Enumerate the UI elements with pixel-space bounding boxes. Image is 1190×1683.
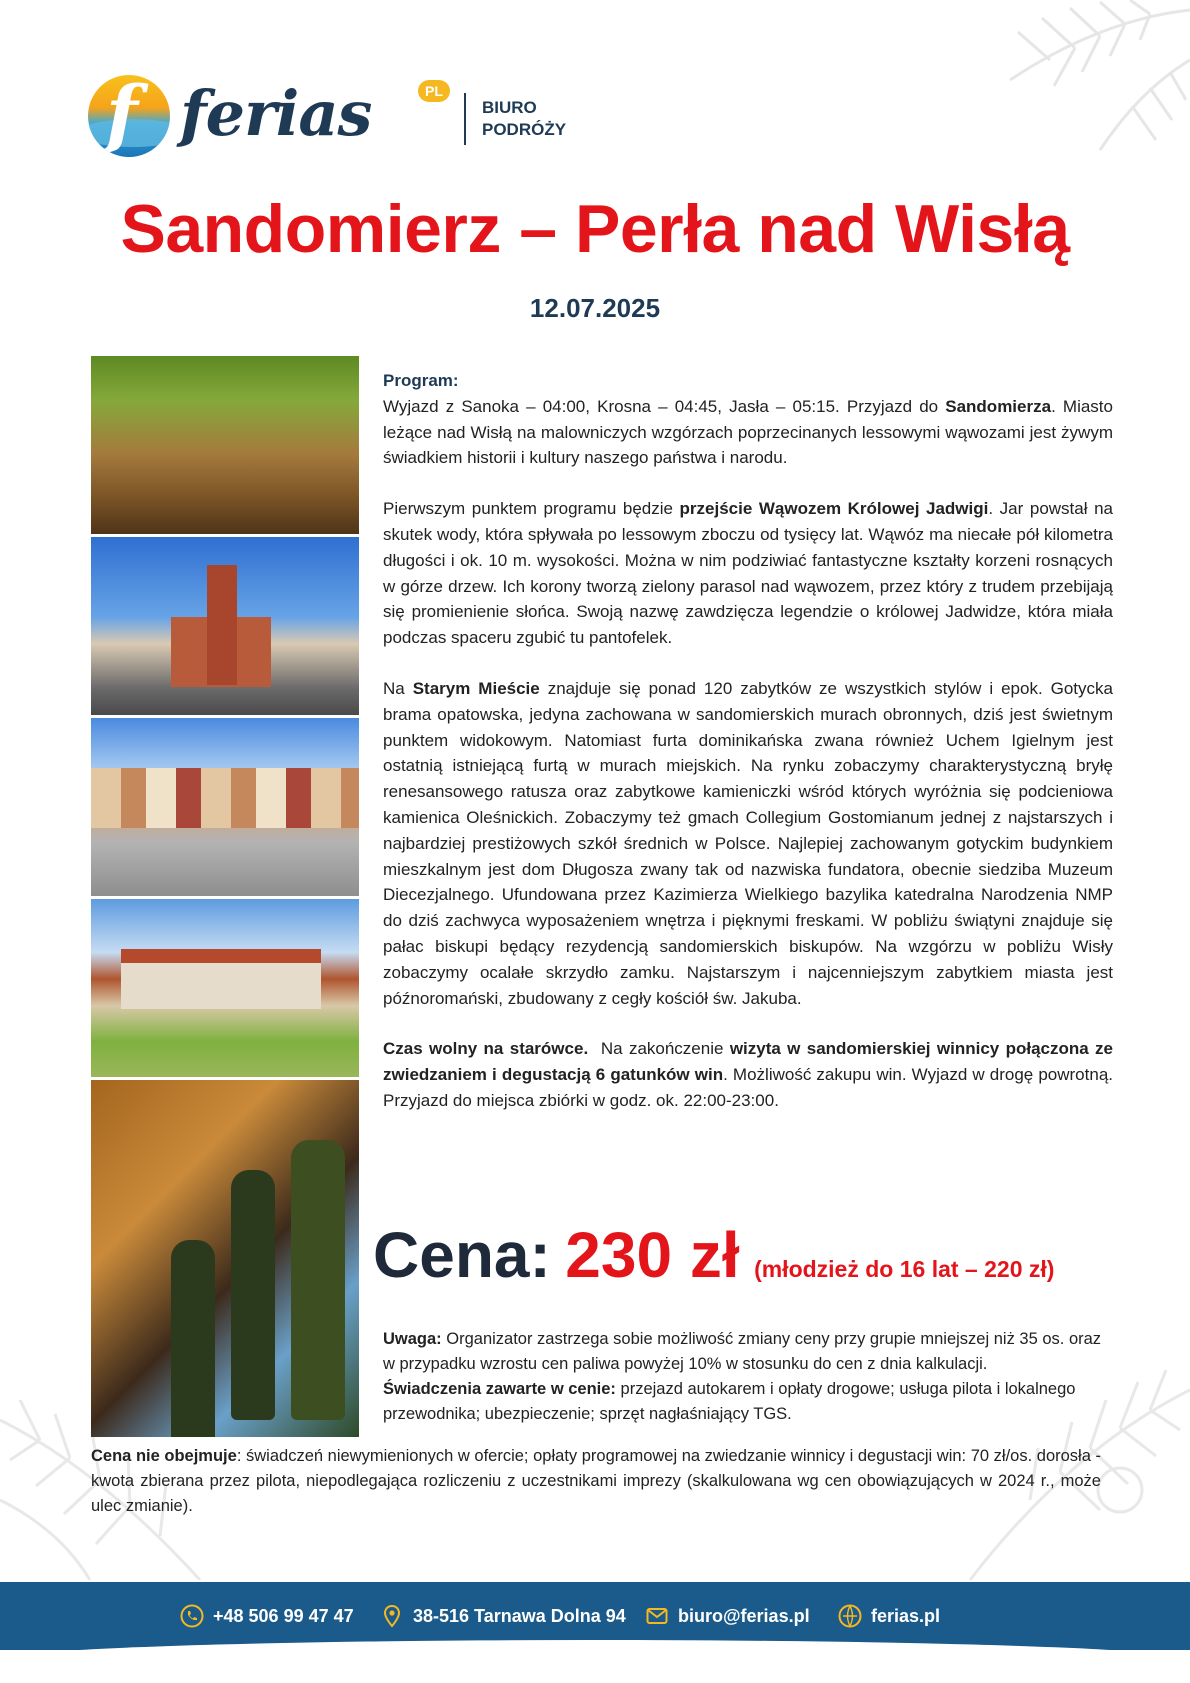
note-text: : świadczeń niewymienionych w ofercie; opłaty programowej na zwiedzanie winnicy i degustacji win: 70 zł/os. dorosła - kwota zbierana przez pilota, niepodlegająca rozliczeniu z uczestnikami imprezy (skalkulowana wg cen obowiązujących w 2024 r., może ulec zmianie). xyxy=(91,1447,1101,1515)
note-text: przejazd autokarem i opłaty drogowe; usługa pilota i lokalnego przewodnika; ubezpieczenie; sprzęt nagłaśniający TGS. xyxy=(383,1380,1076,1423)
logo-wordmark: ferias xyxy=(180,77,372,150)
text-span: Na xyxy=(383,678,413,698)
note-excluded xyxy=(91,1444,1101,1519)
globe-icon xyxy=(838,1604,862,1628)
note-label: Cena nie obejmuje xyxy=(91,1447,237,1465)
photo-column xyxy=(91,356,359,1440)
photo-wine-bottles xyxy=(91,1080,359,1437)
text-span: Pierwszym punktem programu będzie xyxy=(383,499,680,519)
logo-subtitle-line1: BIURO xyxy=(482,98,537,117)
bold-span: Starym Mieście xyxy=(412,678,540,698)
bold-span: wizyta w sandomierskiej winnicy połączona ze zwiedzaniem i degustacją 6 gatunków win xyxy=(383,1039,1113,1085)
footer-email[interactable] xyxy=(645,1602,810,1630)
terms-notes xyxy=(383,1327,1113,1427)
photo-market-square xyxy=(91,718,359,896)
text-span: Na zakończenie xyxy=(588,1039,730,1059)
bold-span: Czas wolny na starówce. xyxy=(383,1039,589,1059)
ferias-logo-icon: f xyxy=(88,75,170,157)
brand-logo xyxy=(88,75,567,159)
note-text: Organizator zastrzega sobie możliwość zmiany ceny przy grupie mniejszej niż 35 os. oraz w przypadku wzrostu cen paliwa powyżej 10% w stosunku do cen z dnia kalkulacji. xyxy=(383,1330,1102,1373)
price-label: Cena: xyxy=(373,1219,551,1291)
bold-span: Sandomierza xyxy=(945,396,1052,416)
price-line xyxy=(373,1218,1133,1292)
logo-divider xyxy=(464,93,466,145)
footer-address-text: 38-516 Tarnawa Dolna 94 xyxy=(413,1605,626,1626)
program-paragraph-1 xyxy=(383,368,1113,471)
footer-website-text: ferias.pl xyxy=(871,1605,941,1626)
logo-subtitle xyxy=(482,97,566,141)
envelope-icon xyxy=(645,1604,669,1628)
text-span: znajduje się ponad 120 zabytków ze wszystkich stylów i epok. Gotycka brama opatowska, jedyna zachowana w sandomierskich murach obronnych, dziś jest świetnym punktem widokowym. Natomiast furta dominikańska zwana również Uchem Igielnym jest ostatnią istniejącą furtą w murach miejskich. Na rynku zobaczymy charakterystyczną bryłę renesansowego ratusza oraz zabytkowe kamieniczki wśród których wyróżnia się podcieniowa kamienica Oleśnickich. Zobaczymy też gmach Collegium Gostomianum jednej z najstarszych i najbardziej prestiżowych szkół średnich w Polsce. Najlepiej zachowanym gotyckim budynkiem mieszkalnym jest dom Długosza zwany tak od nazwiska fundatora, obecnie siedziba Muzeum Diecezjalnego. Ufundowana przez Kazimierza Wielkiego bazylika katedralna Narodzenia NMP do dziś zachwyca wyposażeniem wnętrza i pięknymi freskami. W pobliżu świątyni znajduje się pałac biskupi będący rezydencją sandomierskich biskupów. Na wzgórzu w pobliżu Wisły zobaczymy ocalałe skrzydło zamku. Najstarszym i najcenniejszym zabytkiem miasta jest późnoromański, zbudowany z cegły kościół św. Jakuba. xyxy=(383,678,1113,1008)
footer-email-text: biuro@ferias.pl xyxy=(678,1605,810,1626)
phone-icon xyxy=(180,1604,204,1628)
text-span: Wyjazd z Sanoka – 04:00, Krosna – 04:45, Jasła – 05:15. Przyjazd do xyxy=(383,396,946,416)
footer-wave-decoration xyxy=(0,1640,1190,1683)
program-paragraph-2 xyxy=(383,496,1113,651)
location-pin-icon xyxy=(380,1604,404,1628)
trip-date: 12.07.2025 xyxy=(529,293,661,323)
footer-phone-text: +48 506 99 47 47 xyxy=(213,1605,354,1626)
program-paragraph-4 xyxy=(383,1036,1113,1113)
note-included xyxy=(383,1377,1113,1427)
photo-castle xyxy=(91,899,359,1077)
program-paragraph-3 xyxy=(383,676,1113,1011)
logo-country-badge: PL xyxy=(418,80,450,102)
footer-website[interactable] xyxy=(838,1602,940,1630)
footer-address xyxy=(380,1602,626,1630)
photo-town-hall xyxy=(91,537,359,715)
price-value: 230 zł xyxy=(565,1219,740,1291)
text-span: . Możliwość zakupu win. Wyjazd w drogę powrotną. Przyjazd do miejsca zbiórki w godz. ok. 22:00-23:00. xyxy=(383,1065,1113,1110)
page-title: Sandomierz – Perła nad Wisłą xyxy=(120,191,1070,267)
program-text xyxy=(383,368,1113,1139)
price-youth-note: (młodzież do 16 lat – 220 zł) xyxy=(754,1256,1055,1282)
palm-leaf-decoration-top xyxy=(950,0,1190,160)
bold-span: przejście Wąwozem Królowej Jadwigi xyxy=(679,499,989,519)
photo-loess-gorge xyxy=(91,356,359,534)
note-label: Uwaga: xyxy=(383,1330,442,1348)
footer-phone[interactable] xyxy=(180,1602,354,1630)
note-label: Świadczenia zawarte w cenie: xyxy=(383,1380,616,1398)
logo-subtitle-line2: PODRÓŻY xyxy=(482,120,567,139)
text-span: . Jar powstał na skutek wody, która spływała po lessowym zboczu od tysięcy lat. Wąwóz ma niecałe pół kilometra długości i ok. 10 m. wysokości. Można w nim podziwiać fantastyczne kształty korzeni rosnących w górze drzew. Ich korony tworzą zielony parasol nad wąwozem, przez który z trudem przebijają się promienienie słońca. Swoją nazwę zawdzięcza legendzie o królowej Jadwidze, która miała podczas spaceru zgubić tu pantofelek. xyxy=(383,499,1114,648)
note-uwaga xyxy=(383,1327,1113,1377)
text-span: . Miasto leżące nad Wisłą na malowniczych wzgórzach poprzecinanych lessowymi wąwozami jest żywym świadkiem historii i kultury naszego państwa i narodu. xyxy=(383,396,1113,468)
program-label: Program: xyxy=(383,371,459,390)
